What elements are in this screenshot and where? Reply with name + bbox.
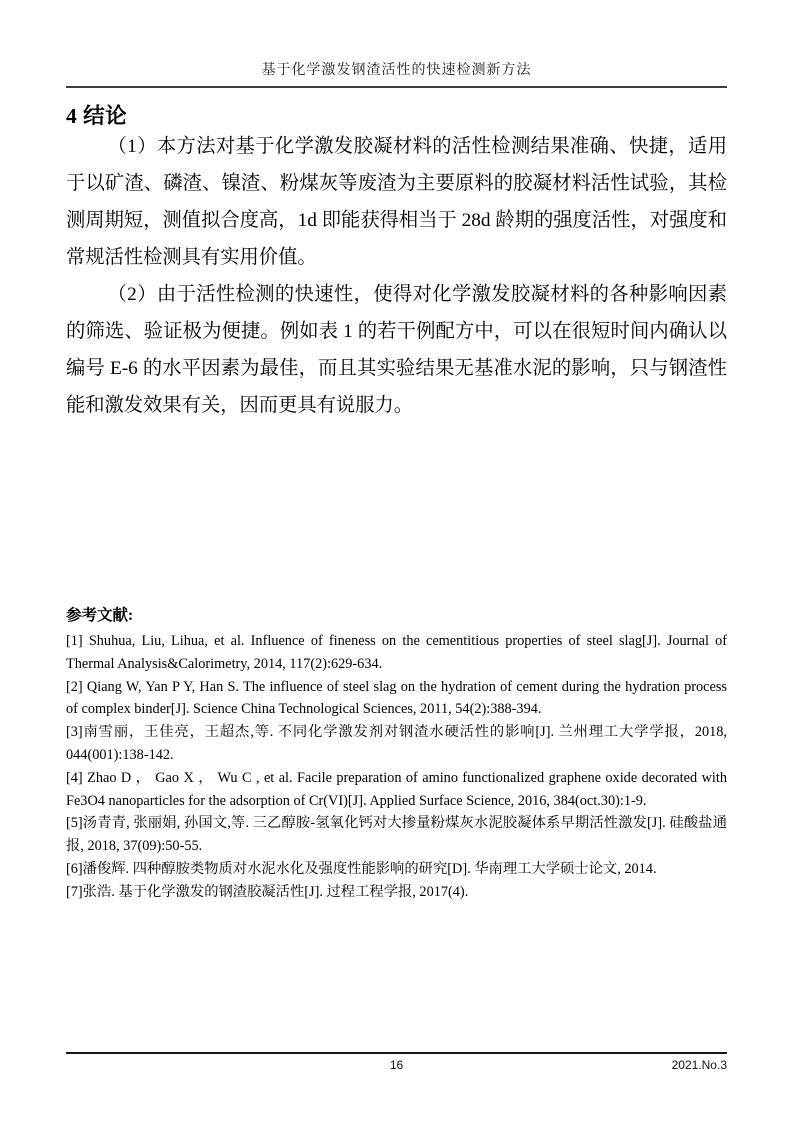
reference-item: [7]张浩. 基于化学激发的钢渣胶凝活性[J]. 过程工程学报, 2017(4). xyxy=(66,883,469,900)
footer-rule xyxy=(66,1052,727,1054)
page-footer xyxy=(66,1058,727,1076)
conclusion-body xyxy=(66,128,727,424)
reference-item: [5]汤青青, 张丽娟, 孙国文,等. 三乙醇胺-氢氧化钙对大掺量粉煤灰水泥胶凝体系早期活性激发[J]. 硅酸盐通报, 2018, 37(09):50-55. xyxy=(66,815,727,855)
section-heading: 4 结论 xyxy=(66,104,128,128)
running-head-title: 基于化学激发钢渣活性的快速检测新方法 xyxy=(66,59,727,88)
issue-label: 2021.No.3 xyxy=(671,1058,727,1072)
reference-item: [1] Shuhua, Liu, Lihua, et al. Influence of fineness on the cementitious properties of steel slag[J]. Journal of Thermal Analysis&Calorimetry, 2014, 117(2):629-634. xyxy=(66,633,727,672)
reference-item: [3]南雪丽，王佳亮，王超杰,等. 不同化学激发剂对钢渣水硬活性的影响[J]. 兰州理工大学学报，2018, 044(001):138-142. xyxy=(66,724,727,763)
references-list xyxy=(66,630,727,904)
references-heading: 参考文献: xyxy=(66,607,134,624)
conclusion-paragraph-1: （1）本方法对基于化学激发胶凝材料的活性检测结果准确、快捷，适用于以矿渣、磷渣、镍渣、粉煤灰等废渣为主要原料的胶凝材料活性试验，其检测周期短，测值拟合度高，1d 即能获得相当于 28d 龄期的强度活性，对强度和常规活性检测具有实用价值。 xyxy=(66,136,727,268)
reference-item: [6]潘俊辉. 四种醇胺类物质对水泥水化及强度性能影响的研究[D]. 华南理工大学硕士论文, 2014. xyxy=(66,860,657,877)
conclusion-paragraph-2: （2）由于活性检测的快速性，使得对化学激发胶凝材料的各种影响因素的筛选、验证极为便捷。例如表 1 的若干例配方中，可以在很短时间内确认以编号 E-6 的水平因素为最佳，而且其实验结果无基准水泥的影响，只与钢渣性能和激发效果有关，因而更具有说服力。 xyxy=(66,284,727,416)
page-number: 16 xyxy=(389,1058,404,1072)
reference-item: [4] Zhao D ， Gao X ， Wu C , et al. Facile preparation of amino functionalized graphene oxide decorated with Fe3O4 nanoparticles for the adsorption of Cr(VI)[J]. Applied Surface Science, 2016, 384(oct.30):1-9. xyxy=(66,769,727,809)
reference-item: [2] Qiang W, Yan P Y, Han S. The influence of steel slag on the hydration of cement during the hydration process of complex binder[J]. Science China Technological Sciences, 2011, 54(2):388-394. xyxy=(66,678,727,718)
